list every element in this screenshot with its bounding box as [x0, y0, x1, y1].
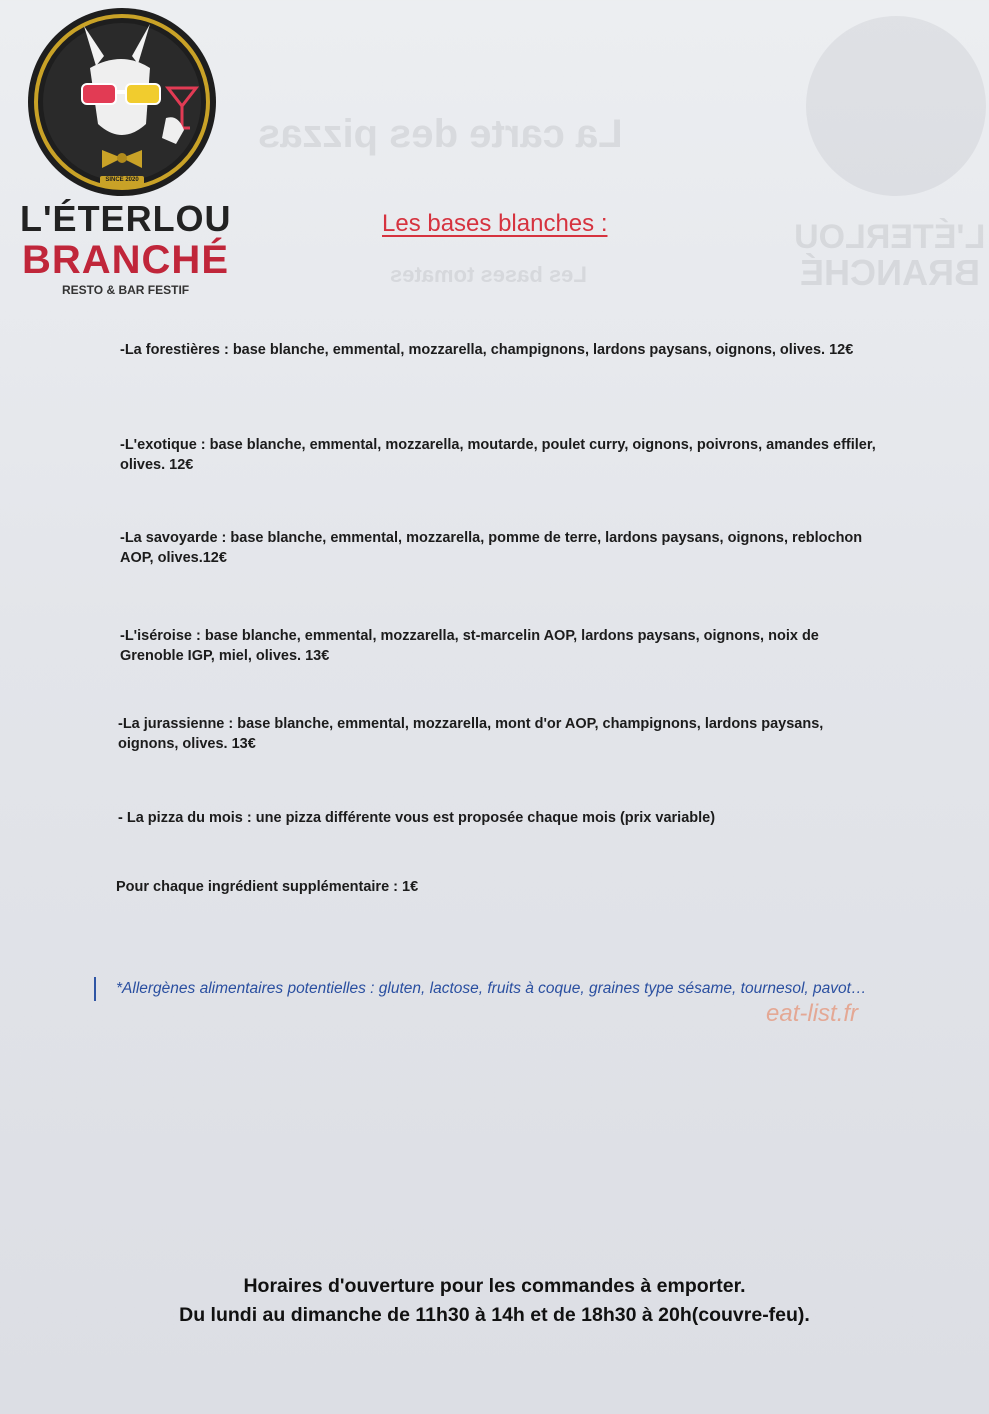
menu-item-exotique: -L'exotique : base blanche, emmental, mozzarella, moutarde, poulet curry, oignons, poivrons, amandes effiler, olives. 12€: [120, 437, 876, 473]
show-through-logo: [796, 6, 989, 206]
logo-badge-text: SINCE 2020: [105, 177, 139, 183]
show-through-title: La carte des pizzas: [258, 112, 623, 156]
site-watermark: eat-list.fr: [766, 1000, 859, 1027]
show-through-brand-1: L'ÉTERLOU: [794, 218, 986, 256]
menu-item-jurassienne: -La jurassienne : base blanche, emmental, mozzarella, mont d'or AOP, champignons, lardons paysans, oignons, olives. 13€: [118, 716, 824, 752]
brand-name-line-1: L'ÉTERLOU: [20, 198, 232, 239]
brand-name-line-2: BRANCHÉ: [22, 238, 229, 282]
menu-item-pizza-du-mois: - La pizza du mois : une pizza différente vous est proposée chaque mois (prix variable): [118, 810, 716, 826]
section-title: Les bases blanches :: [382, 210, 608, 237]
menu-item-iseroise: -L'iséroise : base blanche, emmental, mozzarella, st-marcelin AOP, lardons paysans, oignons, noix de Grenoble IGP, miel, olives. 13€: [120, 628, 819, 664]
menu-item-forestieres: -La forestières : base blanche, emmental, mozzarella, champignons, lardons paysans, oignons, olives. 12€: [120, 342, 854, 358]
opening-hours-line-2: Du lundi au dimanche de 11h30 à 14h et de 18h30 à 20h(couvre-feu).: [179, 1304, 810, 1326]
show-through-brand-2: BRANCHÉ: [800, 252, 980, 293]
show-through-subtitle: Les bases tomates: [390, 262, 587, 287]
goat-logo-icon: [26, 6, 218, 198]
logo: [22, 6, 222, 198]
menu-item-savoyarde: -La savoyarde : base blanche, emmental, mozzarella, pomme de terre, lardons paysans, oignons, reblochon AOP, olives.12€: [120, 530, 863, 566]
extra-ingredient-price: Pour chaque ingrédient supplémentaire : 1€: [116, 879, 419, 895]
opening-hours: [0, 1272, 989, 1330]
opening-hours-line-1: Horaires d'ouverture pour les commandes à emporter.: [243, 1275, 746, 1297]
brand-tagline: RESTO & BAR FESTIF: [62, 283, 190, 297]
allergen-note: *Allergènes alimentaires potentielles : gluten, lactose, fruits à coque, graines type sésame, tournesol, pavot…: [94, 977, 976, 1001]
